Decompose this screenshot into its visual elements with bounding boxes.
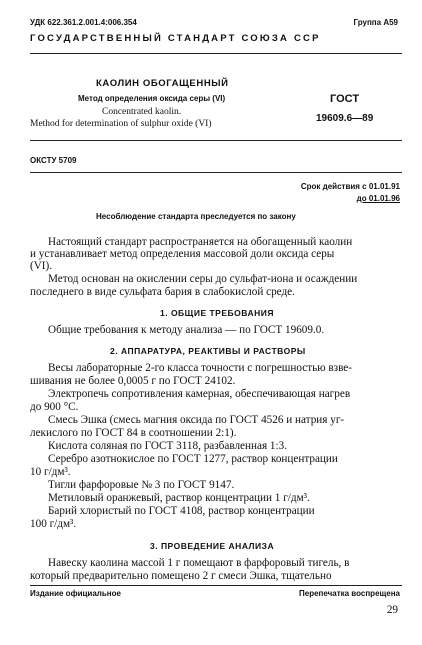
section-2-line: Барий хлористый по ГОСТ 4108, раствор концентрации	[48, 505, 315, 517]
intro-line: Настоящий стандарт распространяется на обогащенный каолин	[48, 236, 353, 248]
group-code: Группа А59	[353, 18, 398, 27]
section-2-line: Весы лабораторные 2-го класса точности с погрешностью взве-	[48, 362, 352, 374]
section-2-line: 10 г/дм³.	[30, 466, 71, 478]
intro-line: Метод основан на окислении серы до сульфат-иона и осаждении	[48, 273, 358, 285]
section-3-line: Навеску каолина массой 1 г помещают в фарфоровый тигель, в	[48, 557, 350, 569]
law-notice: Несоблюдение стандарта преследуется по закону	[96, 212, 296, 221]
okstu-code: ОКСТУ 5709	[30, 156, 77, 165]
page-number: 29	[386, 604, 398, 616]
footer-official-edition: Издание официальное	[30, 589, 121, 598]
section-2-line: Смесь Эшка (смесь магния оксида по ГОСТ 4526 и натрия уг-	[48, 414, 345, 426]
section-3-line: который предварительно помещено 2 г смеси Эшка, тщательно	[30, 570, 332, 582]
title-en: Concentrated kaolin.	[102, 107, 182, 117]
intro-line: (VI).	[30, 260, 53, 272]
method-title-ru: Метод определения оксида серы (VI)	[78, 94, 226, 103]
method-title-en: Method for determination of sulphur oxide (VI)	[30, 119, 212, 129]
section-2-line: 100 г/дм³.	[30, 518, 77, 530]
intro-line: последнего в виде сульфата бария в слабокислой среде.	[30, 286, 295, 298]
state-standard-heading: ГОСУДАРСТВЕННЫЙ СТАНДАРТ СОЮЗА ССР	[30, 33, 321, 44]
document-title: КАОЛИН ОБОГАЩЕННЫЙ	[96, 78, 229, 89]
validity-to: до 01.01.96	[356, 194, 400, 203]
section-2-line: до 900 °С.	[30, 401, 79, 413]
udk-code: УДК 622.361.2.001.4:006.354	[30, 18, 137, 27]
okstu-rule	[30, 172, 402, 173]
section-2-line: Серебро азотнокислое по ГОСТ 1277, раствор концентрации	[48, 453, 338, 465]
intro-line: и устанавливает метод определения массовой доли оксида серы	[30, 248, 335, 260]
section-2-line: Электропечь сопротивления камерная, обеспечивающая нагрев	[48, 388, 351, 400]
section-1-text: Общие требования к методу анализа — по ГОСТ 19609.0.	[48, 324, 325, 336]
section-2-line: Метиловый оранжевый, раствор концентрации 1 г/дм³.	[48, 492, 310, 504]
section-2-heading: 2. АППАРАТУРА, РЕАКТИВЫ И РАСТВОРЫ	[110, 346, 306, 356]
section-2-line: шивания не более 0,0005 г по ГОСТ 24102.	[30, 375, 236, 387]
footer-reprint-prohibited: Перепечатка воспрещена	[299, 589, 400, 598]
footer-rule	[30, 585, 402, 586]
title-rule	[30, 140, 402, 141]
section-2-line: Тигли фарфоровые № 3 по ГОСТ 9147.	[48, 479, 235, 491]
section-1-heading: 1. ОБЩИЕ ТРЕБОВАНИЯ	[160, 308, 274, 318]
section-2-line: Кислота соляная по ГОСТ 3118, разбавленная 1:3.	[48, 440, 287, 452]
gost-number: 19609.6—89	[316, 113, 374, 124]
header-rule	[30, 53, 402, 54]
gost-label: ГОСТ	[330, 93, 360, 105]
section-3-heading: 3. ПРОВЕДЕНИЕ АНАЛИЗА	[150, 541, 275, 551]
validity-from: Срок действия с 01.01.91	[300, 182, 400, 191]
section-2-line: лекислого по ГОСТ 84 в соотношении 2:1).	[30, 427, 237, 439]
